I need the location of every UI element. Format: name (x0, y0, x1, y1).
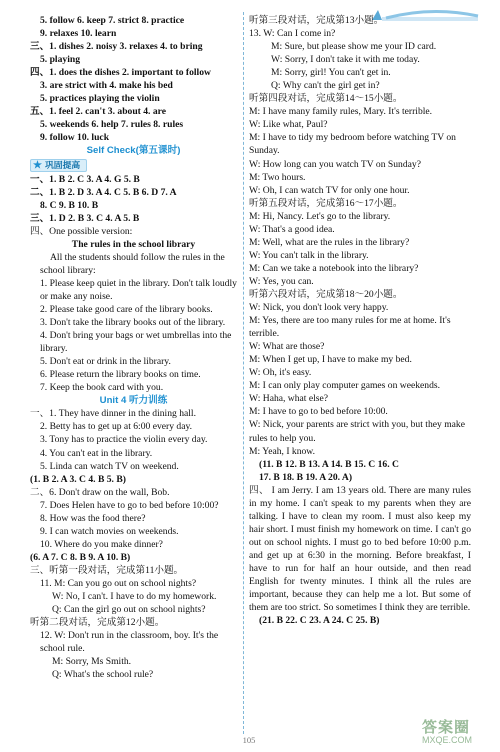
transcript-line: M: I can only play computer games on weekends. (249, 380, 441, 392)
transcript-line: W: No, I can't. I have to do my homework. (52, 591, 217, 603)
transcript-line: M: I have to go to bed before 10:00. (249, 406, 388, 418)
transcript-line: 10. Where do you make dinner? (40, 538, 163, 550)
transcript-line: W: Nick, your parents are strict with you, but they make rules to help you. (249, 419, 465, 444)
transcript-line: M: Sorry, Ms Smith. (52, 656, 132, 668)
transcript-line: 二、6. Don't draw on the wall, Bob. (30, 486, 170, 498)
transcript-line: M: Well, what are the rules in the library? (249, 236, 410, 248)
transcript-line: W: What are those? (249, 341, 325, 353)
transcript-line: M: Hi, Nancy. Let's go to the library. (249, 210, 391, 222)
transcript-line: Q: What's the school rule? (52, 669, 154, 681)
answer-line: 5. follow 6. keep 7. strict 8. practice (40, 15, 185, 26)
transcript-line: Q: Can the girl go out on school nights? (52, 604, 206, 616)
transcript-line: 3. Tony has to practice the violin every day. (40, 434, 208, 446)
page-number: 105 (242, 735, 256, 745)
transcript-line: 11. M: Can you go out on school nights? (40, 577, 197, 589)
section-tag (30, 159, 87, 172)
transcript-line: 听第三段对话，完成第13小题。 (249, 15, 384, 26)
essay-paragraph: All the students should follow the rules in the school library: (40, 251, 225, 276)
transcript-line: W: How long can you watch TV on Sunday? (249, 158, 421, 170)
transcript-line: 12. W: Don't run in the classroom, boy. It's the school rule. (40, 630, 219, 655)
answer-line: 一、1. B 2. C 3. A 4. G 5. B (30, 173, 140, 185)
essay-item: 3. Don't take the library books out of the library. (40, 317, 226, 329)
transcript-line: M: Sorry, girl! You can't get in. (271, 67, 391, 79)
answer-key: (11. B 12. B 13. A 14. B 15. C 16. C (259, 458, 399, 470)
transcript-line: 5. Linda can watch TV on weekend. (40, 460, 179, 472)
answer-line: 9. relaxes 10. learn (40, 28, 117, 40)
transcript-line: W: Like what, Paul? (249, 119, 328, 131)
transcript-line: 听第五段对话，完成第16～17小题。 (249, 197, 403, 209)
transcript-line: 13. W: Can I come in? (249, 28, 336, 40)
transcript-line: Q: Why can't the girl get in? (271, 80, 380, 92)
transcript-line: 三、听第一段对话，完成第11小题。 (30, 564, 184, 576)
transcript-line: W: That's a good idea. (249, 223, 335, 235)
transcript-line: W: Haha, what else? (249, 393, 329, 405)
transcript-line: M: When I get up, I have to make my bed. (249, 354, 412, 366)
transcript-line: W: Oh, it's easy. (249, 367, 312, 379)
answer-line: 5. practices playing the violin (40, 93, 160, 105)
transcript-line: W: You can't talk in the library. (249, 249, 369, 261)
section-tag-label: 巩固提高 (44, 159, 81, 170)
transcript-line: 一、1. They have dinner in the dining hall. (30, 408, 196, 420)
answer-line: 5. playing (40, 54, 80, 66)
left-column (30, 14, 237, 681)
essay-item: 4. Don't bring your bags or wet umbrellas into the library. (40, 330, 232, 355)
passage: 四、 I am Jerry. I am 13 years old. There are many rules in my home. I can't speak to my parents when they are talking. I have to clean my room. I must also keep my hair short. I must finish my homework on time. I can't go out on school nights. I must go to bed before 10:00 p.m. and get up at 6:30 in the morning. Before breakfast, I have to run for half an hour outside, and then read English for twenty minutes. I think all the rules are important, because they can help me a lot. But some of them are too strict. So sometimes I think they are terrible. (249, 484, 471, 614)
transcript-line: W: Sorry, I don't take it with me today. (271, 54, 420, 66)
transcript-line: M: Can we take a notebook into the library? (249, 262, 419, 274)
transcript-line: W: Yes, you can. (249, 275, 314, 287)
transcript-line: 听第四段对话，完成第14～15小题。 (249, 93, 403, 105)
watermark-logo: 答案圈 (422, 719, 471, 736)
answer-line: 8. C 9. B 10. B (40, 199, 99, 211)
answer-line: 三、1. dishes 2. noisy 3. relaxes 4. to bring (30, 41, 203, 53)
answer-key: 17. B 18. B 19. A 20. A) (259, 471, 353, 483)
section-tag-row (30, 158, 237, 173)
transcript-line: 4. You can't eat in the library. (40, 447, 153, 459)
right-column (249, 14, 471, 627)
transcript-line: 听第六段对话，完成第18～20小题。 (249, 288, 403, 300)
watermark (422, 720, 492, 748)
answer-line: 二、1. B 2. D 3. A 4. C 5. B 6. D 7. A (30, 186, 177, 198)
answer-line: 3. are strict with 4. make his bed (40, 80, 173, 92)
answer-line: 9. follow 10. luck (40, 132, 110, 144)
section-heading: Self Check(第五课时) (86, 145, 181, 157)
answer-line: 五、1. feel 2. can't 3. about 4. are (30, 106, 166, 118)
transcript-line: M: Yes, there are too many rules for me at home. It's terrible. (249, 315, 451, 340)
answer-key: (6. A 7. C 8. B 9. A 10. B) (30, 551, 131, 563)
transcript-line: 听第二段对话，完成第12小题。 (30, 617, 165, 629)
transcript-line: M: I have to tidy my bedroom before watching TV on Sunday. (249, 132, 456, 157)
transcript-line: 9. I can watch movies on weekends. (40, 525, 179, 537)
answer-key: (1. B 2. A 3. C 4. B 5. B) (30, 473, 126, 485)
transcript-line: 8. How was the food there? (40, 512, 146, 524)
essay-title: The rules in the school library (71, 238, 196, 250)
transcript-line: M: I have many family rules, Mary. It's terrible. (249, 106, 433, 118)
transcript-line: W: Oh, I can watch TV for only one hour. (249, 184, 410, 196)
column-divider (243, 12, 244, 734)
answer-line: 三、1. D 2. B 3. C 4. A 5. B (30, 212, 140, 224)
transcript-line: 2. Betty has to get up at 6:00 every day. (40, 421, 193, 433)
answer-line: 5. weekends 6. help 7. rules 8. rules (40, 119, 184, 131)
answer-line: 四、1. does the dishes 2. important to follow (30, 67, 211, 79)
essay-item: 7. Keep the book card with you. (40, 382, 164, 394)
answer-key: (21. B 22. C 23. A 24. C 25. B) (259, 615, 380, 627)
essay-item: 1. Please keep quiet in the library. Don't talk loudly or make any noise. (40, 277, 237, 302)
transcript-line: M: Sure, but please show me your ID card. (271, 41, 437, 53)
transcript-line: W: Nick, you don't look very happy. (249, 302, 389, 314)
answer-line: 四、One possible version: (30, 225, 133, 237)
essay-item: 6. Please return the library books on time. (40, 369, 201, 381)
transcript-line: M: Yeah, I know. (249, 445, 316, 457)
star-icon: ★ (33, 159, 42, 171)
essay-item: 5. Don't eat or drink in the library. (40, 356, 171, 368)
transcript-line: M: Two hours. (249, 171, 306, 183)
unit-heading: Unit 4 听力训练 (99, 395, 168, 407)
watermark-url: MXQE.COM (422, 735, 473, 745)
essay-item: 2. Please take good care of the library books. (40, 303, 213, 315)
transcript-line: 7. Does Helen have to go to bed before 10:00? (40, 499, 219, 511)
